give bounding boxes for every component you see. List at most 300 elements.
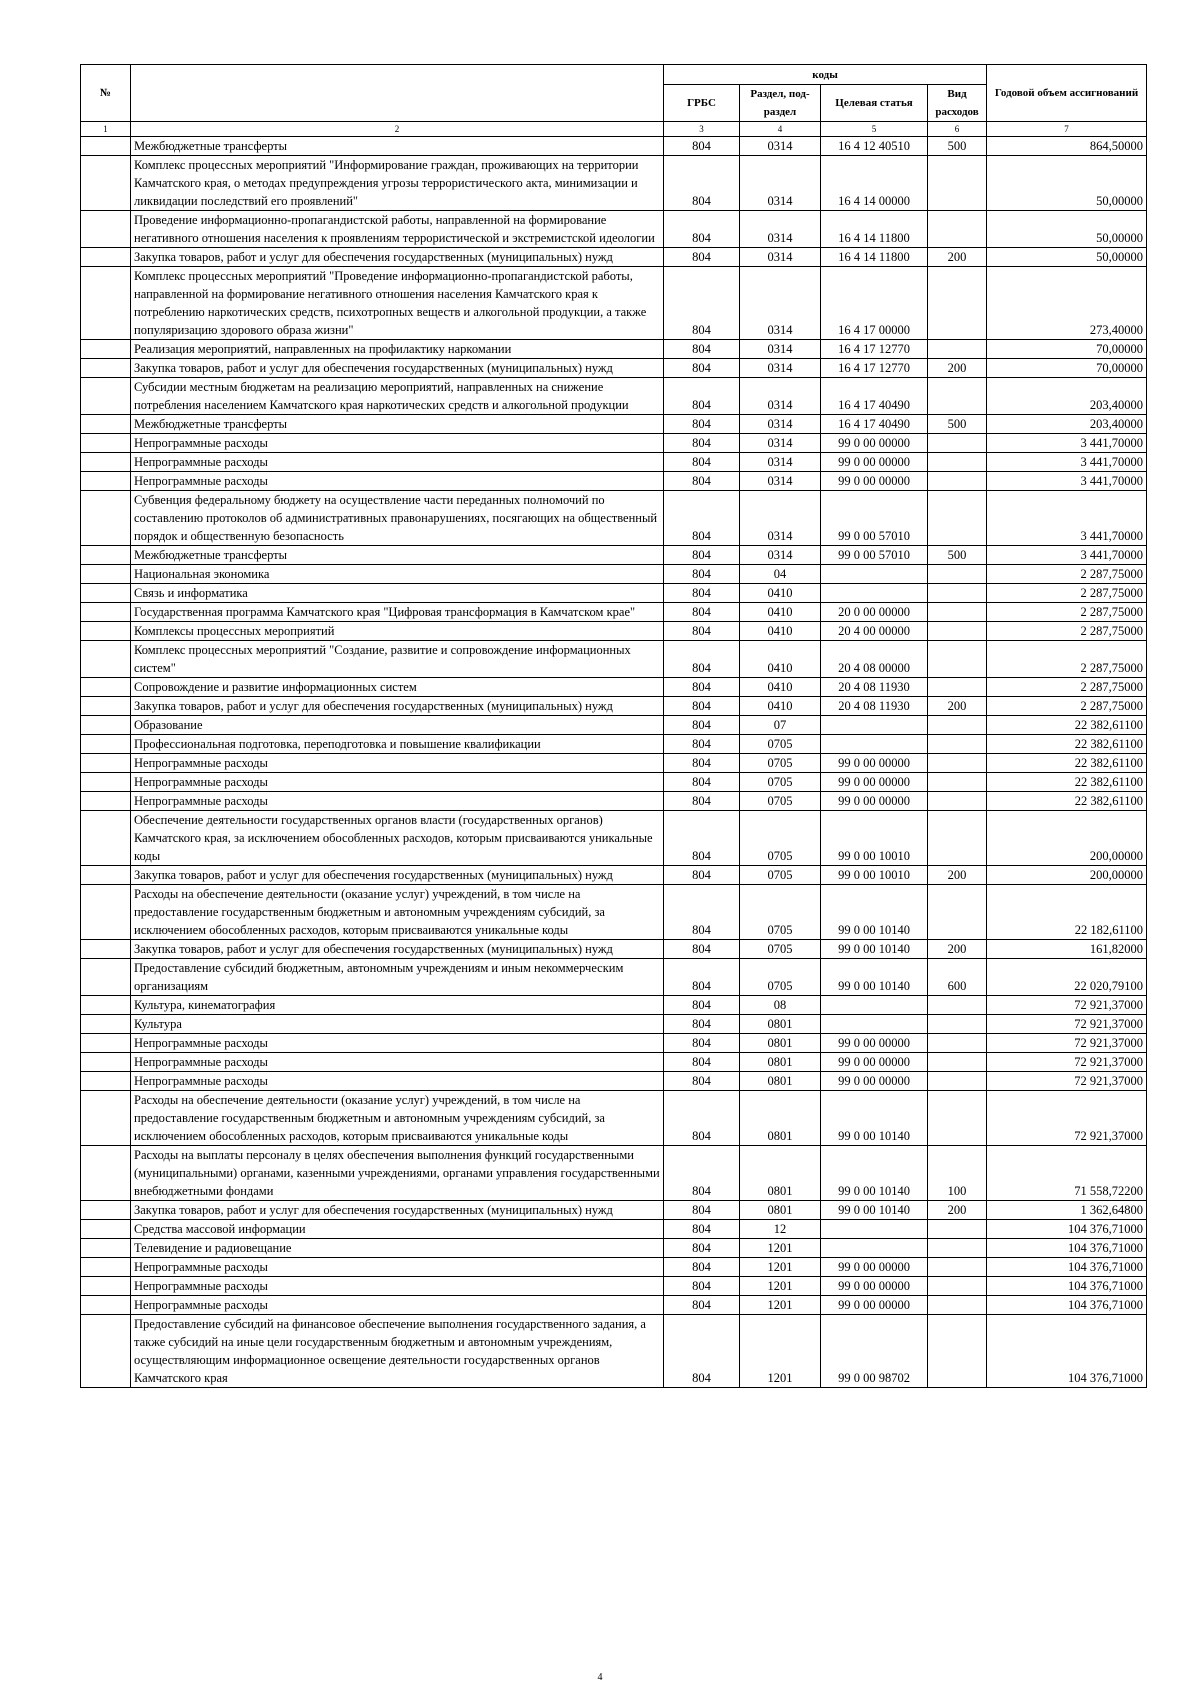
cell-grbs: 804	[664, 622, 740, 641]
cell-type: 500	[928, 546, 987, 565]
cell-name: Закупка товаров, работ и услуг для обеспечения государственных (муниципальных) нужд	[131, 940, 664, 959]
cell-name: Телевидение и радиовещание	[131, 1239, 664, 1258]
cell-num	[81, 1315, 131, 1388]
cell-amount: 104 376,71000	[987, 1258, 1147, 1277]
cell-type	[928, 211, 987, 248]
cell-num	[81, 491, 131, 546]
table-row	[81, 415, 1147, 434]
cell-target: 99 0 00 10140	[821, 940, 928, 959]
cell-grbs: 804	[664, 1072, 740, 1091]
cell-amount: 72 921,37000	[987, 1015, 1147, 1034]
cell-amount: 3 441,70000	[987, 546, 1147, 565]
cell-grbs: 804	[664, 491, 740, 546]
cell-section: 0705	[740, 885, 821, 940]
cell-name: Непрограммные расходы	[131, 434, 664, 453]
cell-num	[81, 641, 131, 678]
cell-target	[821, 1220, 928, 1239]
cell-num	[81, 1091, 131, 1146]
cell-grbs: 804	[664, 359, 740, 378]
cell-name: Непрограммные расходы	[131, 1053, 664, 1072]
column-number: 5	[821, 122, 928, 137]
cell-target: 99 0 00 57010	[821, 491, 928, 546]
cell-type	[928, 996, 987, 1015]
cell-type	[928, 603, 987, 622]
cell-type	[928, 1072, 987, 1091]
cell-num	[81, 697, 131, 716]
table-row	[81, 1034, 1147, 1053]
cell-section: 0801	[740, 1034, 821, 1053]
cell-amount: 50,00000	[987, 211, 1147, 248]
cell-name: Культура	[131, 1015, 664, 1034]
cell-name: Непрограммные расходы	[131, 1034, 664, 1053]
cell-name: Межбюджетные трансферты	[131, 415, 664, 434]
cell-num	[81, 1258, 131, 1277]
cell-type	[928, 340, 987, 359]
cell-section: 0314	[740, 378, 821, 415]
header-target: Целевая статья	[821, 85, 928, 122]
cell-name: Непрограммные расходы	[131, 754, 664, 773]
cell-target: 99 0 00 10140	[821, 1146, 928, 1201]
cell-amount: 72 921,37000	[987, 1072, 1147, 1091]
cell-num	[81, 1053, 131, 1072]
cell-section: 0410	[740, 678, 821, 697]
cell-name: Непрограммные расходы	[131, 1296, 664, 1315]
cell-num	[81, 940, 131, 959]
cell-target: 20 4 08 00000	[821, 641, 928, 678]
cell-grbs: 804	[664, 340, 740, 359]
cell-grbs: 804	[664, 546, 740, 565]
cell-name: Комплексы процессных мероприятий	[131, 622, 664, 641]
table-row	[81, 378, 1147, 415]
table-row	[81, 472, 1147, 491]
cell-target: 99 0 00 00000	[821, 1053, 928, 1072]
cell-name: Образование	[131, 716, 664, 735]
cell-amount: 104 376,71000	[987, 1296, 1147, 1315]
table-row	[81, 697, 1147, 716]
cell-section: 1201	[740, 1277, 821, 1296]
cell-type	[928, 1015, 987, 1034]
table-row	[81, 622, 1147, 641]
header-type: Вид расходов	[928, 85, 987, 122]
cell-amount: 2 287,75000	[987, 584, 1147, 603]
cell-grbs: 804	[664, 565, 740, 584]
column-number: 3	[664, 122, 740, 137]
table-row	[81, 1315, 1147, 1388]
cell-target: 20 0 00 00000	[821, 603, 928, 622]
cell-section: 0801	[740, 1072, 821, 1091]
cell-num	[81, 584, 131, 603]
cell-name: Предоставление субсидий бюджетным, автономным учреждениям и иным некоммерческим организациям	[131, 959, 664, 996]
table-row	[81, 866, 1147, 885]
cell-num	[81, 434, 131, 453]
cell-target: 16 4 14 11800	[821, 211, 928, 248]
cell-grbs: 804	[664, 603, 740, 622]
cell-name: Расходы на обеспечение деятельности (оказание услуг) учреждений, в том числе на предоставление государственным бюджетным и автономным учреждениям субсидий, за исключением обособленных расходов, которым присваиваются уникальные коды	[131, 1091, 664, 1146]
page-number: 4	[597, 1672, 603, 1683]
cell-target: 99 0 00 57010	[821, 546, 928, 565]
cell-type	[928, 434, 987, 453]
cell-grbs: 804	[664, 866, 740, 885]
cell-amount: 22 382,61100	[987, 773, 1147, 792]
cell-target: 16 4 14 11800	[821, 248, 928, 267]
table-row	[81, 811, 1147, 866]
table-row	[81, 565, 1147, 584]
cell-target: 99 0 00 00000	[821, 472, 928, 491]
cell-type	[928, 716, 987, 735]
cell-type	[928, 156, 987, 211]
cell-num	[81, 678, 131, 697]
cell-type	[928, 678, 987, 697]
cell-name: Межбюджетные трансферты	[131, 546, 664, 565]
table-body	[81, 137, 1147, 1388]
cell-grbs: 804	[664, 697, 740, 716]
cell-name: Национальная экономика	[131, 565, 664, 584]
cell-amount: 70,00000	[987, 359, 1147, 378]
cell-name: Реализация мероприятий, направленных на профилактику наркомании	[131, 340, 664, 359]
cell-num	[81, 1146, 131, 1201]
cell-grbs: 804	[664, 1239, 740, 1258]
cell-section: 12	[740, 1220, 821, 1239]
cell-section: 0410	[740, 697, 821, 716]
cell-target	[821, 735, 928, 754]
cell-grbs: 804	[664, 1315, 740, 1388]
table-row	[81, 267, 1147, 340]
cell-num	[81, 1239, 131, 1258]
cell-grbs: 804	[664, 735, 740, 754]
cell-target: 99 0 00 00000	[821, 1034, 928, 1053]
cell-type	[928, 811, 987, 866]
cell-section: 0314	[740, 248, 821, 267]
cell-num	[81, 1072, 131, 1091]
cell-grbs: 804	[664, 754, 740, 773]
cell-section: 0314	[740, 211, 821, 248]
header-column-numbers	[81, 122, 1147, 137]
cell-num	[81, 622, 131, 641]
cell-section: 0410	[740, 622, 821, 641]
cell-target: 16 4 14 00000	[821, 156, 928, 211]
cell-section: 0314	[740, 546, 821, 565]
cell-amount: 72 921,37000	[987, 1034, 1147, 1053]
cell-name: Комплекс процессных мероприятий "Информирование граждан, проживающих на территории Камчатского края, о методах предупреждения угрозы террористического акта, минимизации и ликвидации последствий его проявлений"	[131, 156, 664, 211]
cell-grbs: 804	[664, 1015, 740, 1034]
cell-section: 0705	[740, 773, 821, 792]
table-row	[81, 1201, 1147, 1220]
cell-type	[928, 378, 987, 415]
table-row	[81, 1072, 1147, 1091]
table-row	[81, 678, 1147, 697]
table-row	[81, 1239, 1147, 1258]
cell-section: 1201	[740, 1239, 821, 1258]
cell-target: 99 0 00 00000	[821, 1258, 928, 1277]
cell-grbs: 804	[664, 1220, 740, 1239]
cell-grbs: 804	[664, 156, 740, 211]
table-row	[81, 1277, 1147, 1296]
cell-num	[81, 792, 131, 811]
cell-num	[81, 472, 131, 491]
header-amount: Годовой объем ассигнований	[987, 65, 1147, 122]
cell-name: Расходы на выплаты персоналу в целях обеспечения выполнения функций государственными (муниципальными) органами, казенными учреждениями, органами управления государственными внебюджетными фондами	[131, 1146, 664, 1201]
cell-section: 0705	[740, 866, 821, 885]
cell-name: Субвенция федеральному бюджету на осуществление части переданных полномочий по составлению протоколов об административных правонарушениях, посягающих на общественный порядок и общественную безопасность	[131, 491, 664, 546]
cell-type	[928, 1220, 987, 1239]
cell-name: Закупка товаров, работ и услуг для обеспечения государственных (муниципальных) нужд	[131, 248, 664, 267]
cell-name: Закупка товаров, работ и услуг для обеспечения государственных (муниципальных) нужд	[131, 1201, 664, 1220]
cell-num	[81, 959, 131, 996]
cell-section: 0705	[740, 754, 821, 773]
cell-name: Непрограммные расходы	[131, 453, 664, 472]
cell-amount: 22 382,61100	[987, 735, 1147, 754]
cell-num	[81, 1034, 131, 1053]
cell-grbs: 804	[664, 641, 740, 678]
cell-name: Государственная программа Камчатского края "Цифровая трансформация в Камчатском крае"	[131, 603, 664, 622]
cell-amount: 22 382,61100	[987, 754, 1147, 773]
cell-target: 99 0 00 00000	[821, 773, 928, 792]
header-name	[131, 65, 664, 122]
column-number: 4	[740, 122, 821, 137]
cell-grbs: 804	[664, 584, 740, 603]
cell-grbs: 804	[664, 792, 740, 811]
cell-num	[81, 1201, 131, 1220]
cell-num	[81, 1277, 131, 1296]
column-number: 1	[81, 122, 131, 137]
table-row	[81, 1091, 1147, 1146]
cell-section: 08	[740, 996, 821, 1015]
cell-type	[928, 1053, 987, 1072]
cell-num	[81, 773, 131, 792]
table-row	[81, 1053, 1147, 1072]
cell-section: 0705	[740, 811, 821, 866]
cell-name: Комплекс процессных мероприятий "Проведение информационно-пропагандистской работы, направленной на формирование негативного отношения населения Камчатского края к потреблению наркотических средств, психотропных веществ и алкогольной продукции, а также популяризацию здорового образа жизни"	[131, 267, 664, 340]
table-row	[81, 359, 1147, 378]
cell-type	[928, 1277, 987, 1296]
cell-type	[928, 584, 987, 603]
cell-name: Непрограммные расходы	[131, 1072, 664, 1091]
cell-type: 200	[928, 866, 987, 885]
cell-amount: 104 376,71000	[987, 1239, 1147, 1258]
cell-grbs: 804	[664, 415, 740, 434]
cell-num	[81, 1220, 131, 1239]
cell-num	[81, 267, 131, 340]
cell-num	[81, 378, 131, 415]
cell-amount: 104 376,71000	[987, 1220, 1147, 1239]
cell-num	[81, 603, 131, 622]
cell-type	[928, 453, 987, 472]
cell-name: Непрограммные расходы	[131, 773, 664, 792]
cell-num	[81, 453, 131, 472]
cell-target	[821, 1015, 928, 1034]
table-row	[81, 453, 1147, 472]
cell-target	[821, 996, 928, 1015]
cell-amount: 3 441,70000	[987, 453, 1147, 472]
cell-grbs: 804	[664, 267, 740, 340]
table-row	[81, 491, 1147, 546]
cell-num	[81, 211, 131, 248]
cell-name: Закупка товаров, работ и услуг для обеспечения государственных (муниципальных) нужд	[131, 697, 664, 716]
cell-amount: 70,00000	[987, 340, 1147, 359]
column-number: 7	[987, 122, 1147, 137]
cell-target: 99 0 00 10140	[821, 885, 928, 940]
cell-amount: 2 287,75000	[987, 603, 1147, 622]
cell-target: 16 4 17 00000	[821, 267, 928, 340]
cell-target: 99 0 00 00000	[821, 434, 928, 453]
cell-type: 200	[928, 1201, 987, 1220]
cell-type	[928, 1239, 987, 1258]
cell-amount: 22 382,61100	[987, 716, 1147, 735]
cell-num	[81, 754, 131, 773]
cell-section: 0314	[740, 434, 821, 453]
cell-grbs: 804	[664, 885, 740, 940]
cell-target: 20 4 08 11930	[821, 678, 928, 697]
cell-amount: 72 921,37000	[987, 1053, 1147, 1072]
cell-type	[928, 735, 987, 754]
cell-num	[81, 340, 131, 359]
cell-section: 0314	[740, 491, 821, 546]
table-row	[81, 340, 1147, 359]
cell-type: 200	[928, 248, 987, 267]
cell-section: 0410	[740, 584, 821, 603]
cell-target: 16 4 12 40510	[821, 137, 928, 156]
cell-type	[928, 472, 987, 491]
header-num: №	[81, 65, 131, 122]
cell-amount: 2 287,75000	[987, 622, 1147, 641]
cell-section: 0314	[740, 340, 821, 359]
cell-grbs: 804	[664, 811, 740, 866]
table-row	[81, 546, 1147, 565]
cell-num	[81, 359, 131, 378]
cell-target: 99 0 00 00000	[821, 1296, 928, 1315]
cell-grbs: 804	[664, 996, 740, 1015]
cell-type: 200	[928, 697, 987, 716]
cell-section: 0801	[740, 1053, 821, 1072]
cell-section: 0314	[740, 137, 821, 156]
cell-type	[928, 565, 987, 584]
table-row	[81, 603, 1147, 622]
cell-num	[81, 415, 131, 434]
table-row	[81, 716, 1147, 735]
cell-num	[81, 248, 131, 267]
table-row	[81, 996, 1147, 1015]
cell-amount: 273,40000	[987, 267, 1147, 340]
cell-amount: 864,50000	[987, 137, 1147, 156]
cell-amount: 22 182,61100	[987, 885, 1147, 940]
cell-target: 99 0 00 98702	[821, 1315, 928, 1388]
table-header	[81, 65, 1147, 137]
cell-grbs: 804	[664, 211, 740, 248]
cell-section: 0705	[740, 735, 821, 754]
cell-amount: 22 382,61100	[987, 792, 1147, 811]
cell-section: 07	[740, 716, 821, 735]
column-number: 6	[928, 122, 987, 137]
cell-num	[81, 1296, 131, 1315]
cell-name: Средства массовой информации	[131, 1220, 664, 1239]
cell-name: Непрограммные расходы	[131, 472, 664, 491]
cell-grbs: 804	[664, 1296, 740, 1315]
cell-section: 0410	[740, 641, 821, 678]
cell-grbs: 804	[664, 959, 740, 996]
cell-num	[81, 996, 131, 1015]
cell-num	[81, 735, 131, 754]
cell-name: Проведение информационно-пропагандистской работы, направленной на формирование негативного отношения населения к проявлениям террористической и экстремистской идеологии	[131, 211, 664, 248]
cell-section: 0801	[740, 1146, 821, 1201]
cell-name: Непрограммные расходы	[131, 1277, 664, 1296]
cell-grbs: 804	[664, 378, 740, 415]
table-row	[81, 248, 1147, 267]
cell-name: Субсидии местным бюджетам на реализацию мероприятий, направленных на снижение потребления населением Камчатского края наркотических средств и алкогольной продукции	[131, 378, 664, 415]
budget-table	[80, 64, 1147, 1388]
cell-target	[821, 716, 928, 735]
table-row	[81, 959, 1147, 996]
cell-section: 1201	[740, 1296, 821, 1315]
cell-target	[821, 565, 928, 584]
cell-grbs: 804	[664, 472, 740, 491]
cell-type: 600	[928, 959, 987, 996]
table-row	[81, 434, 1147, 453]
cell-amount: 200,00000	[987, 866, 1147, 885]
cell-type: 500	[928, 415, 987, 434]
cell-grbs: 804	[664, 137, 740, 156]
cell-type	[928, 1034, 987, 1053]
cell-amount: 161,82000	[987, 940, 1147, 959]
cell-type	[928, 792, 987, 811]
cell-amount: 3 441,70000	[987, 491, 1147, 546]
table-row	[81, 156, 1147, 211]
cell-grbs: 804	[664, 1091, 740, 1146]
cell-target: 99 0 00 10140	[821, 1201, 928, 1220]
cell-num	[81, 811, 131, 866]
cell-target: 99 0 00 00000	[821, 1277, 928, 1296]
cell-grbs: 804	[664, 248, 740, 267]
cell-name: Связь и информатика	[131, 584, 664, 603]
table-row	[81, 792, 1147, 811]
cell-amount: 203,40000	[987, 415, 1147, 434]
cell-grbs: 804	[664, 453, 740, 472]
cell-target: 99 0 00 00000	[821, 792, 928, 811]
cell-type	[928, 1315, 987, 1388]
table-row	[81, 940, 1147, 959]
cell-section: 0801	[740, 1091, 821, 1146]
cell-section: 0314	[740, 472, 821, 491]
cell-name: Профессиональная подготовка, переподготовка и повышение квалификации	[131, 735, 664, 754]
cell-section: 0801	[740, 1015, 821, 1034]
cell-target: 99 0 00 10140	[821, 959, 928, 996]
cell-num	[81, 866, 131, 885]
table-row	[81, 137, 1147, 156]
cell-target: 99 0 00 10140	[821, 1091, 928, 1146]
cell-grbs: 804	[664, 1034, 740, 1053]
cell-grbs: 804	[664, 678, 740, 697]
cell-amount: 1 362,64800	[987, 1201, 1147, 1220]
cell-section: 0410	[740, 603, 821, 622]
cell-name: Закупка товаров, работ и услуг для обеспечения государственных (муниципальных) нужд	[131, 866, 664, 885]
table-row	[81, 584, 1147, 603]
cell-target: 16 4 17 40490	[821, 378, 928, 415]
cell-amount: 50,00000	[987, 248, 1147, 267]
cell-name: Закупка товаров, работ и услуг для обеспечения государственных (муниципальных) нужд	[131, 359, 664, 378]
column-number: 2	[131, 122, 664, 137]
cell-type	[928, 641, 987, 678]
cell-amount: 104 376,71000	[987, 1277, 1147, 1296]
cell-num	[81, 885, 131, 940]
cell-num	[81, 565, 131, 584]
cell-target: 99 0 00 10010	[821, 811, 928, 866]
cell-section: 0314	[740, 156, 821, 211]
cell-type	[928, 885, 987, 940]
header-codes: коды	[664, 65, 987, 85]
table-row	[81, 735, 1147, 754]
cell-section: 0314	[740, 415, 821, 434]
cell-amount: 203,40000	[987, 378, 1147, 415]
cell-target: 16 4 17 12770	[821, 359, 928, 378]
